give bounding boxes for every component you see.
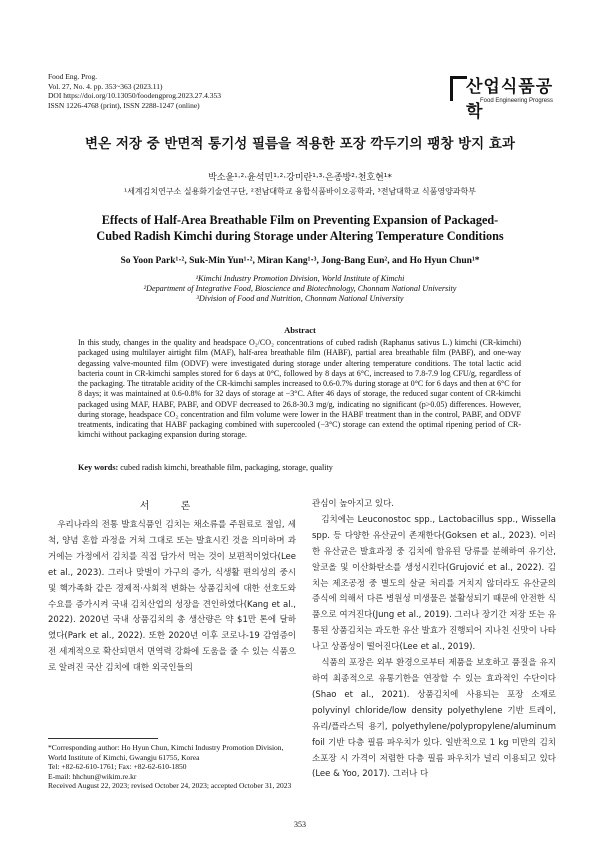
footnote-phone: Tel: +82-62-610-1761; Fax: +82-62-610-1850 (48, 762, 187, 772)
left-column (48, 518, 296, 677)
page-number: 353 (294, 820, 306, 829)
english-authors: So Yoon Park¹·², Suk-Min Yun¹·², Miran Kang¹·³, Jong-Bang Eun², and Ho Hyun Chun¹* (120, 256, 480, 266)
abstract-text: In this study, changes in the quality and headspace O₂/CO₂ concentrations of cubed radish (Raphanus sativus L.) kimchi (CR-kimchi) packaged using multilayer airtight film (MAF), half-area breathable film (HABF), partial area breathable film (PABF), and one-way degassing valve-mounted film (ODVF) were investigated during storage under altering temperature conditions. The total lactic acid bacteria count in CR-kimchi samples stored for 6 days at 0°C, followed by 8 days at 6°C, increased to 7.8-7.9 log CFU/g, regardless of the packaging. The titratable acidity of the CR-kimchi samples increased to 0.6-0.7% during storage at 0°C for 6 days and then at 6°C for 8 days; it was maintained at 0.6-0.8% for 32 days of storage at −3°C. After 46 days of storage, the reduced sugar content of CR-kimchi packaged using MAF, HABF, PABF, and ODVF decreased to 26.8-30.3 mg/g, indicating no significant (p>0.05) differences. However, during storage, headspace CO₂ concentration and film volume were lower in the HABF treatment than in the control, PABF, and ODVF treatments, indicating that HABF packaging combined with supercooled (−3°C) storage can extend the optimal ripening period of CR-kimchi without packaging expansion during storage. (78, 338, 521, 440)
intro-paragraph-continued: 관심이 높아지고 있다. (312, 499, 395, 509)
logo-mark-icon (450, 76, 467, 101)
affiliation-3: ³Division of Food and Nutrition, Chonnam National University (196, 294, 404, 304)
intro-paragraph-3: 식품의 포장은 외부 환경으로부터 제품을 보호하고 품질을 유지하여 최종적으로 유통기한을 연장할 수 있는 효과적인 수단이다(Shao et al., 2021). 상품김치에 사용되는 포장 소재로 polyvinyl chloride/low density polyethylene 기반 트레이, 유리/플라스틱 용기, polyethylene/polypropylene/aluminum foil 기반 다층 필름 파우치가 있다. 일반적으로 1 kg 미만의 김치 소포장 시 가격이 저렴한 다층 필름 파우치가 널리 이용되고 있다(Lee & Yoo, 2017). 그러나 다 (312, 658, 556, 780)
intro-paragraph-1: 우리나라의 전통 발효식품인 김치는 채소류를 주원료로 절임, 세척, 양념 혼합 과정을 거쳐 그대로 또는 발효시킨 것을 의미하며 과거에는 가정에서 김치를 직접 담가서 먹는 것이 보편적이었다(Lee et al., 2023). 그러나 맞벌이 가구의 증가, 식생활 편의성의 중시 및 핵가족화 같은 경제적·사회적 변화는 상품김치에 대한 선호도와 수요를 증가시켜 국내 김치산업의 성장을 견인하였다(Kang et al., 2022). 2020년 국내 상품김치의 총 생산량은 약 $1만 톤에 달하였다(Park et al., 2022). 또한 2020년 이후 코로나-19 감염증이 전 세계적으로 확산되면서 면역력 강화에 도움을 줄 수 있는 식품으로 알려진 국산 김치에 대한 외국인들의 (48, 520, 296, 674)
affiliation-2: ²Department of Integrative Food, Bioscience and Biotechnology, Chonnam National University (143, 284, 457, 294)
keywords (78, 463, 521, 472)
korean-affiliations: ¹세계김치연구소 실용화기술연구단, ²전남대학교 융합식품바이오공학과, ³전남대학교 식품영양과학부 (124, 187, 476, 196)
journal-volume: Vol. 27, No. 4. pp. 353~363 (2023.11) (48, 81, 163, 91)
logo-korean-text: 산업식품공학 (466, 77, 554, 122)
journal-name: Food Eng. Prog. (48, 72, 98, 81)
journal-logo (450, 72, 560, 122)
footnote (48, 743, 298, 791)
english-affiliations (0, 274, 600, 305)
keywords-list: cubed radish kimchi, breathable film, packaging, storage, quality (120, 463, 333, 472)
abstract-heading: Abstract (284, 325, 316, 335)
logo-english-text: Food Engineering Progress (480, 98, 554, 104)
korean-title: 변온 저장 중 반면적 통기성 필름을 적용한 포장 깍두기의 팽창 방지 효과 (85, 136, 515, 152)
keywords-label: Key words: (78, 463, 119, 472)
intro-paragraph-2: 김치에는 Leuconostoc spp., Lactobacillus spp., Wissella spp. 등 다양한 유산균이 존재한다(Goksen et al., 2023). 이러한 유산균은 발효과정 중 김치에 함유된 당류를 분해하여 유기산, 알코올 및 이산화탄소를 생성시킨다(Grujović et al., 2022). 김치는 제조공정 중 별도의 살균 처리를 거치지 않더라도 유산균의 증식에 의해서 다른 병원성 미생물은 불활성되기 때문에 안전한 식품으로 여겨진다(Jung et al., 2019). 그러나 장기간 저장 또는 유통된 상품김치는 과도한 유산 발효가 진행되어 지나친 신맛이 나타나고 상품성이 떨어진다(Lee et al., 2019). (312, 514, 556, 653)
footnote-divider (48, 738, 158, 739)
english-title-line-1: Effects of Half-Area Breathable Film on Preventing Expansion of Packaged- (101, 213, 499, 227)
footnote-corresponding: *Corresponding author: Ho Hyun Chun, Kimchi Industry Promotion Division, World Institute of Kimchi, Gwangju 61755, Korea (48, 743, 284, 762)
abstract-body (78, 338, 521, 441)
english-title-line-2: Cubed Radish Kimchi during Storage under Altering Temperature Conditions (96, 229, 504, 243)
footnote-dates: Received August 22, 2023; revised October 24, 2023; accepted October 31, 2023 (48, 781, 292, 791)
english-title (40, 212, 560, 244)
section-heading-introduction: 서 론 (139, 501, 205, 512)
journal-issn: ISSN 1226-4768 (print), ISSN 2288-1247 (online) (48, 100, 200, 110)
journal-info (48, 72, 221, 110)
journal-doi: DOI https://doi.org/10.13050/foodengprog.2023.27.4.353 (48, 91, 221, 101)
right-column (312, 497, 556, 783)
affiliation-1: ¹Kimchi Industry Promotion Division, World Institute of Kimchi (195, 274, 405, 283)
footnote-email: E-mail: hhchun@wikim.re.kr (48, 771, 137, 781)
korean-authors: 박소윤¹·²·윤석민¹·²·강미란¹·³·은종방²·천호현¹* (208, 173, 392, 183)
